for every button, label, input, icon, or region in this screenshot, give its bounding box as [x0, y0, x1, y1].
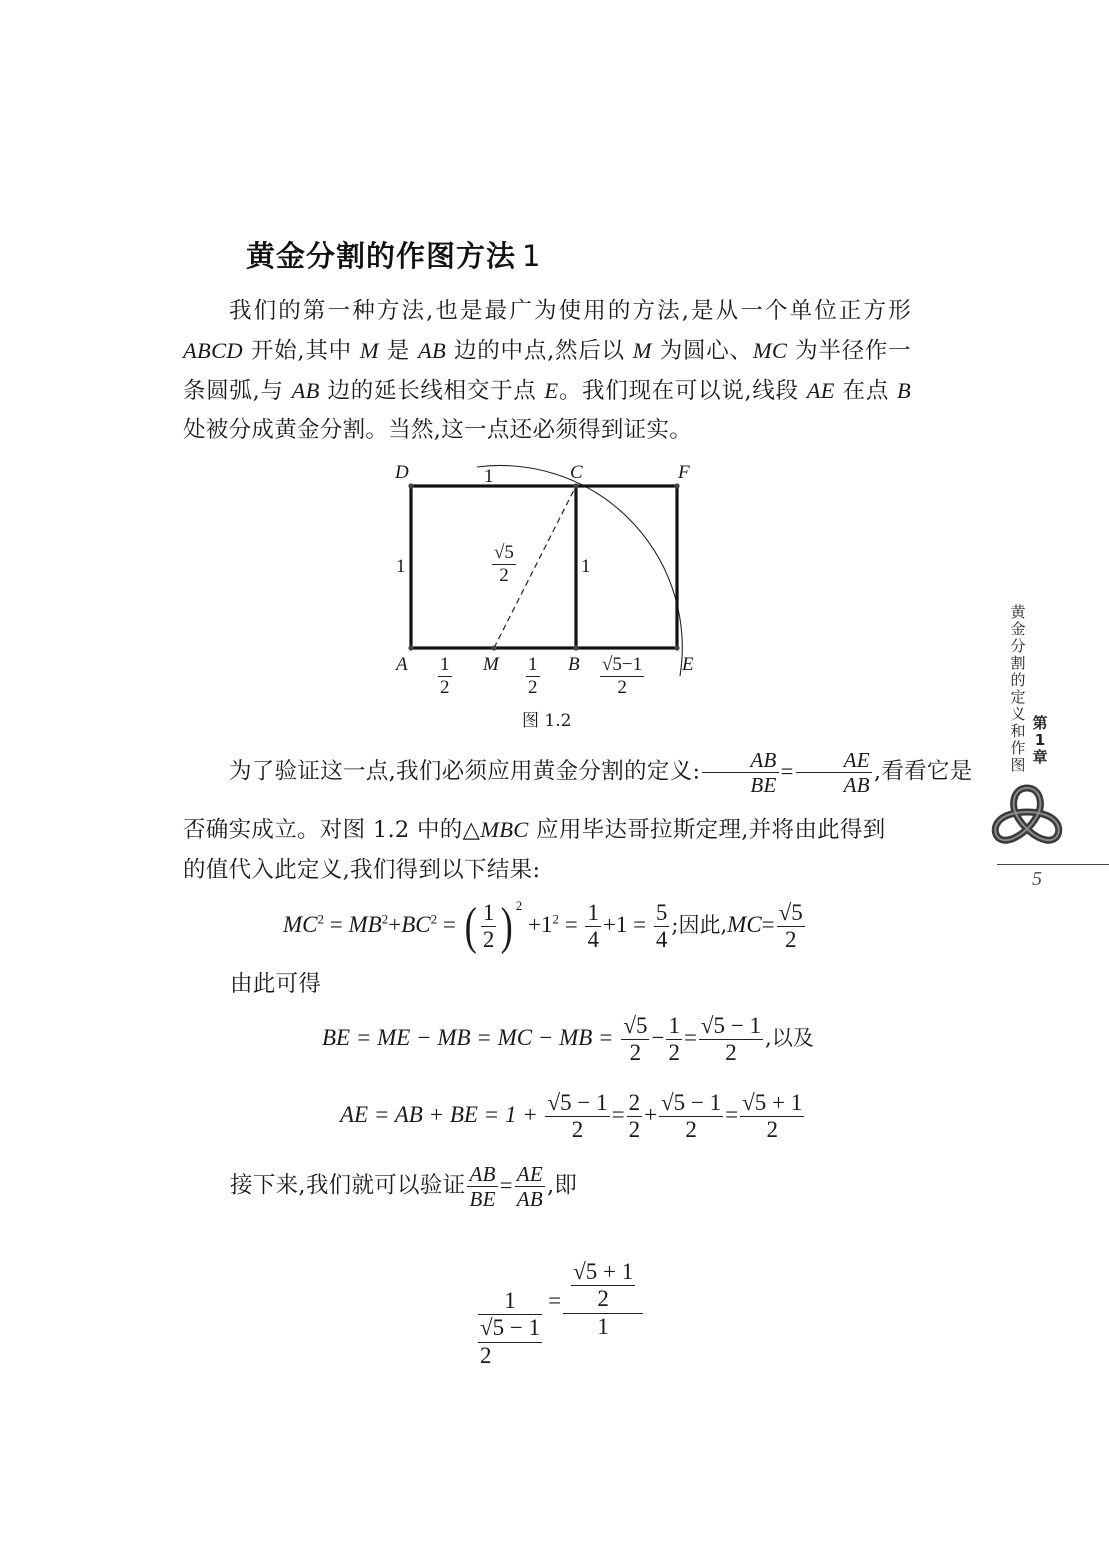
var-mc: MC [752, 338, 788, 363]
var-mbc: MBC [480, 817, 529, 842]
char: 分 [1010, 637, 1026, 655]
paragraph-next [230, 1162, 958, 1211]
numerator: AE [796, 748, 872, 773]
paragraph-verify-line2 [183, 810, 911, 850]
numerator: AE [516, 1162, 543, 1186]
label-ad-length: 1 [396, 556, 406, 577]
term-bc: BC [401, 912, 431, 938]
denominator: 2 [528, 676, 538, 698]
figure-golden-rectangle [380, 455, 720, 735]
text: 是 [378, 338, 418, 364]
denominator: 2 [571, 1117, 584, 1143]
text: 为半径作一条圆弧,与 [183, 338, 911, 404]
denominator: 2 [482, 927, 495, 953]
text: 处被分成黄金分割。当然,这一点还必须得到证实。 [183, 417, 693, 443]
label-d: D [395, 462, 409, 483]
label-am-length [438, 654, 452, 699]
equation-pythagoras: $MC^2 = MB^2+BC^2$ = ( $\frac{1}{2}$ ) $^2 +1^2$ = $\frac{1}{4}$ +1 = $\frac{5}{4}$ ;因此,MC= $\frac{√5}{2}$ [283, 897, 803, 955]
sidebar-divider [997, 864, 1109, 865]
section-title [246, 234, 541, 275]
numerator: 1 [528, 654, 538, 675]
text: 接下来,我们就可以验证 [230, 1172, 466, 1199]
var-m: M [359, 338, 379, 363]
label-m: M [483, 654, 499, 675]
numerator: √5−1 [602, 654, 643, 675]
denominator: 2 [725, 1040, 737, 1066]
equals: = [780, 758, 794, 784]
label-mc-length [492, 542, 516, 587]
text: 边的延长线相交于点 [319, 378, 545, 404]
plus-one: +1 [602, 912, 628, 938]
figure-caption: 图 1.2 [522, 711, 572, 731]
label-be-length [600, 654, 644, 699]
denominator: 4 [655, 927, 668, 953]
numerator: √5 − 1 [659, 1090, 723, 1117]
text: 我们的第一种方法,也是最广为使用的方法,是从一个单位正方形 [229, 298, 911, 324]
label-bc-length: 1 [581, 556, 591, 577]
denominator: 2 [628, 1117, 641, 1143]
equation-ae [340, 1090, 806, 1144]
equation-be [322, 1013, 814, 1067]
text: 否确实成立。对图 1.2 中的△ [183, 817, 481, 843]
var-ab: AB [417, 338, 447, 363]
sidebar-chapter-label [1032, 715, 1048, 766]
denominator: 2 [499, 564, 509, 586]
fraction-b [627, 1090, 643, 1144]
equals: = [499, 1172, 513, 1198]
label-dc-length: 1 [484, 466, 494, 487]
term-mc: MC [283, 912, 318, 938]
numerator: √5 [494, 542, 514, 563]
paragraph-intro [183, 292, 911, 450]
numerator: 2 [627, 1090, 643, 1117]
var-abcd: ABCD [183, 338, 243, 363]
denominator: 2 [480, 1342, 492, 1368]
paragraph-verify-line3: 的值代入此定义,我们得到以下结果: [183, 857, 541, 883]
char: 和 [1010, 722, 1026, 740]
text: 开始,其中 [242, 338, 360, 364]
equals: = [683, 1025, 697, 1051]
equation-verify [472, 1232, 645, 1369]
equals: = [611, 1102, 625, 1128]
left-compound-fraction [474, 1288, 546, 1369]
denominator: 2 [668, 1040, 680, 1066]
char: 金 [1010, 620, 1026, 638]
equals: = [725, 1102, 739, 1128]
denominator: BE [750, 773, 777, 798]
var-m: M [632, 338, 652, 363]
fraction-half [481, 900, 497, 954]
equals: = [548, 1287, 562, 1313]
point-d [408, 483, 413, 488]
denominator: 2 [629, 1040, 642, 1066]
text: 为了验证这一点,我们必须应用黄金分割的定义: [229, 758, 701, 785]
text: 应用毕达哥拉斯定理,并将由此得到 [528, 817, 886, 843]
char: 割 [1010, 654, 1026, 672]
fraction-c [699, 1013, 763, 1067]
fraction-ae-ab [515, 1162, 545, 1211]
equation-lhs: BE = ME − MB = MC − MB = [322, 1025, 614, 1051]
label-mb-length [526, 654, 540, 699]
text: ,即 [546, 1172, 578, 1199]
char: 图 [1010, 756, 1026, 774]
numerator: 1 [481, 900, 497, 927]
denominator: 2 [617, 676, 627, 698]
plus: + [644, 1102, 658, 1128]
char: 章 [1032, 748, 1048, 766]
text: 在点 [834, 378, 897, 404]
denominator: 1 [597, 1313, 609, 1339]
term-one: 1 [540, 912, 553, 938]
text: ,看看它是 [873, 758, 973, 785]
numerator: AB [469, 1162, 496, 1186]
denominator: 2 [685, 1117, 697, 1143]
text: 边的中点,然后以 [446, 338, 633, 364]
right-compound-fraction [563, 1259, 643, 1340]
denominator: 4 [587, 927, 599, 953]
numerator: 1 [440, 654, 450, 675]
char: 定 [1010, 688, 1026, 706]
paragraph-verify-line1 [183, 748, 973, 798]
section-title-number: 1 [522, 239, 542, 273]
numerator: 5 [654, 900, 670, 927]
fraction-five-quarters [654, 900, 670, 954]
point-b [573, 645, 578, 650]
point-c [573, 483, 578, 488]
fraction-d [740, 1090, 804, 1144]
inner-fraction [571, 1259, 635, 1313]
char: 的 [1010, 671, 1026, 689]
point-a [408, 645, 413, 650]
fraction-c [659, 1090, 723, 1144]
sidebar-section-title [1010, 604, 1026, 774]
point-f [674, 483, 679, 488]
numerator: √5 − 1 [545, 1090, 609, 1117]
fraction-ab-be [702, 748, 778, 797]
var-ab: AB [291, 378, 320, 403]
denominator: AB [516, 1187, 543, 1212]
numerator: 1 [585, 900, 601, 927]
fraction-ae-ab [796, 748, 872, 797]
numerator: 1 [666, 1013, 682, 1040]
thus-text: 由此可得 [230, 971, 322, 997]
therefore-text: ;因此, [671, 913, 728, 938]
numerator: √5 + 1 [740, 1090, 804, 1117]
numerator [563, 1259, 643, 1314]
inner-fraction [476, 1315, 544, 1369]
denominator: AB [843, 773, 870, 798]
numerator: √5 [621, 1013, 649, 1040]
var-b: B [896, 378, 912, 403]
numerator: √5 − 1 [478, 1315, 542, 1342]
label-f: F [678, 462, 690, 483]
char: 作 [1010, 739, 1026, 757]
section-title-text: 黄金分割的作图方法 [246, 239, 517, 273]
term-mc: MC [727, 912, 762, 938]
numerator: √5 [777, 900, 805, 927]
minus: − [651, 1025, 665, 1051]
label-e: E [682, 654, 694, 675]
label-b: B [568, 654, 580, 675]
label-c: C [570, 462, 583, 483]
denominator: 2 [766, 1117, 778, 1143]
fraction-sqrt5-2 [777, 900, 805, 954]
label-a: A [396, 654, 408, 675]
char: 1 [1034, 731, 1046, 749]
trefoil-knot-icon [990, 780, 1064, 850]
term-mb: MB [348, 912, 382, 938]
var-ae: AE [806, 378, 835, 403]
fraction-b [666, 1013, 682, 1067]
denominator: BE [469, 1187, 496, 1212]
denominator: 2 [597, 1286, 609, 1312]
fraction-a [621, 1013, 649, 1067]
equation-lhs: AE = AB + BE = 1 + [340, 1102, 538, 1128]
page-number: 5 [1032, 868, 1042, 890]
char: 黄 [1010, 603, 1026, 621]
char: 第 [1032, 714, 1048, 732]
numerator: √5 − 1 [699, 1013, 763, 1040]
numerator: √5 + 1 [571, 1259, 635, 1286]
denominator: 2 [440, 676, 450, 698]
point-m [491, 645, 496, 650]
numerator: 1 [478, 1288, 542, 1315]
text: 为圆心、 [651, 338, 753, 364]
fraction-a [545, 1090, 609, 1144]
fraction-quarter [585, 900, 601, 954]
outer-rectangle [411, 486, 677, 648]
var-e: E [544, 378, 559, 403]
point-e [674, 645, 679, 650]
denominator: 2 [784, 927, 797, 953]
char: 义 [1010, 705, 1026, 723]
text: 。我们现在可以说,线段 [558, 378, 807, 404]
fraction-ab-be [467, 1162, 497, 1211]
suffix-text: ,以及 [765, 1026, 814, 1051]
numerator: AB [702, 748, 778, 773]
